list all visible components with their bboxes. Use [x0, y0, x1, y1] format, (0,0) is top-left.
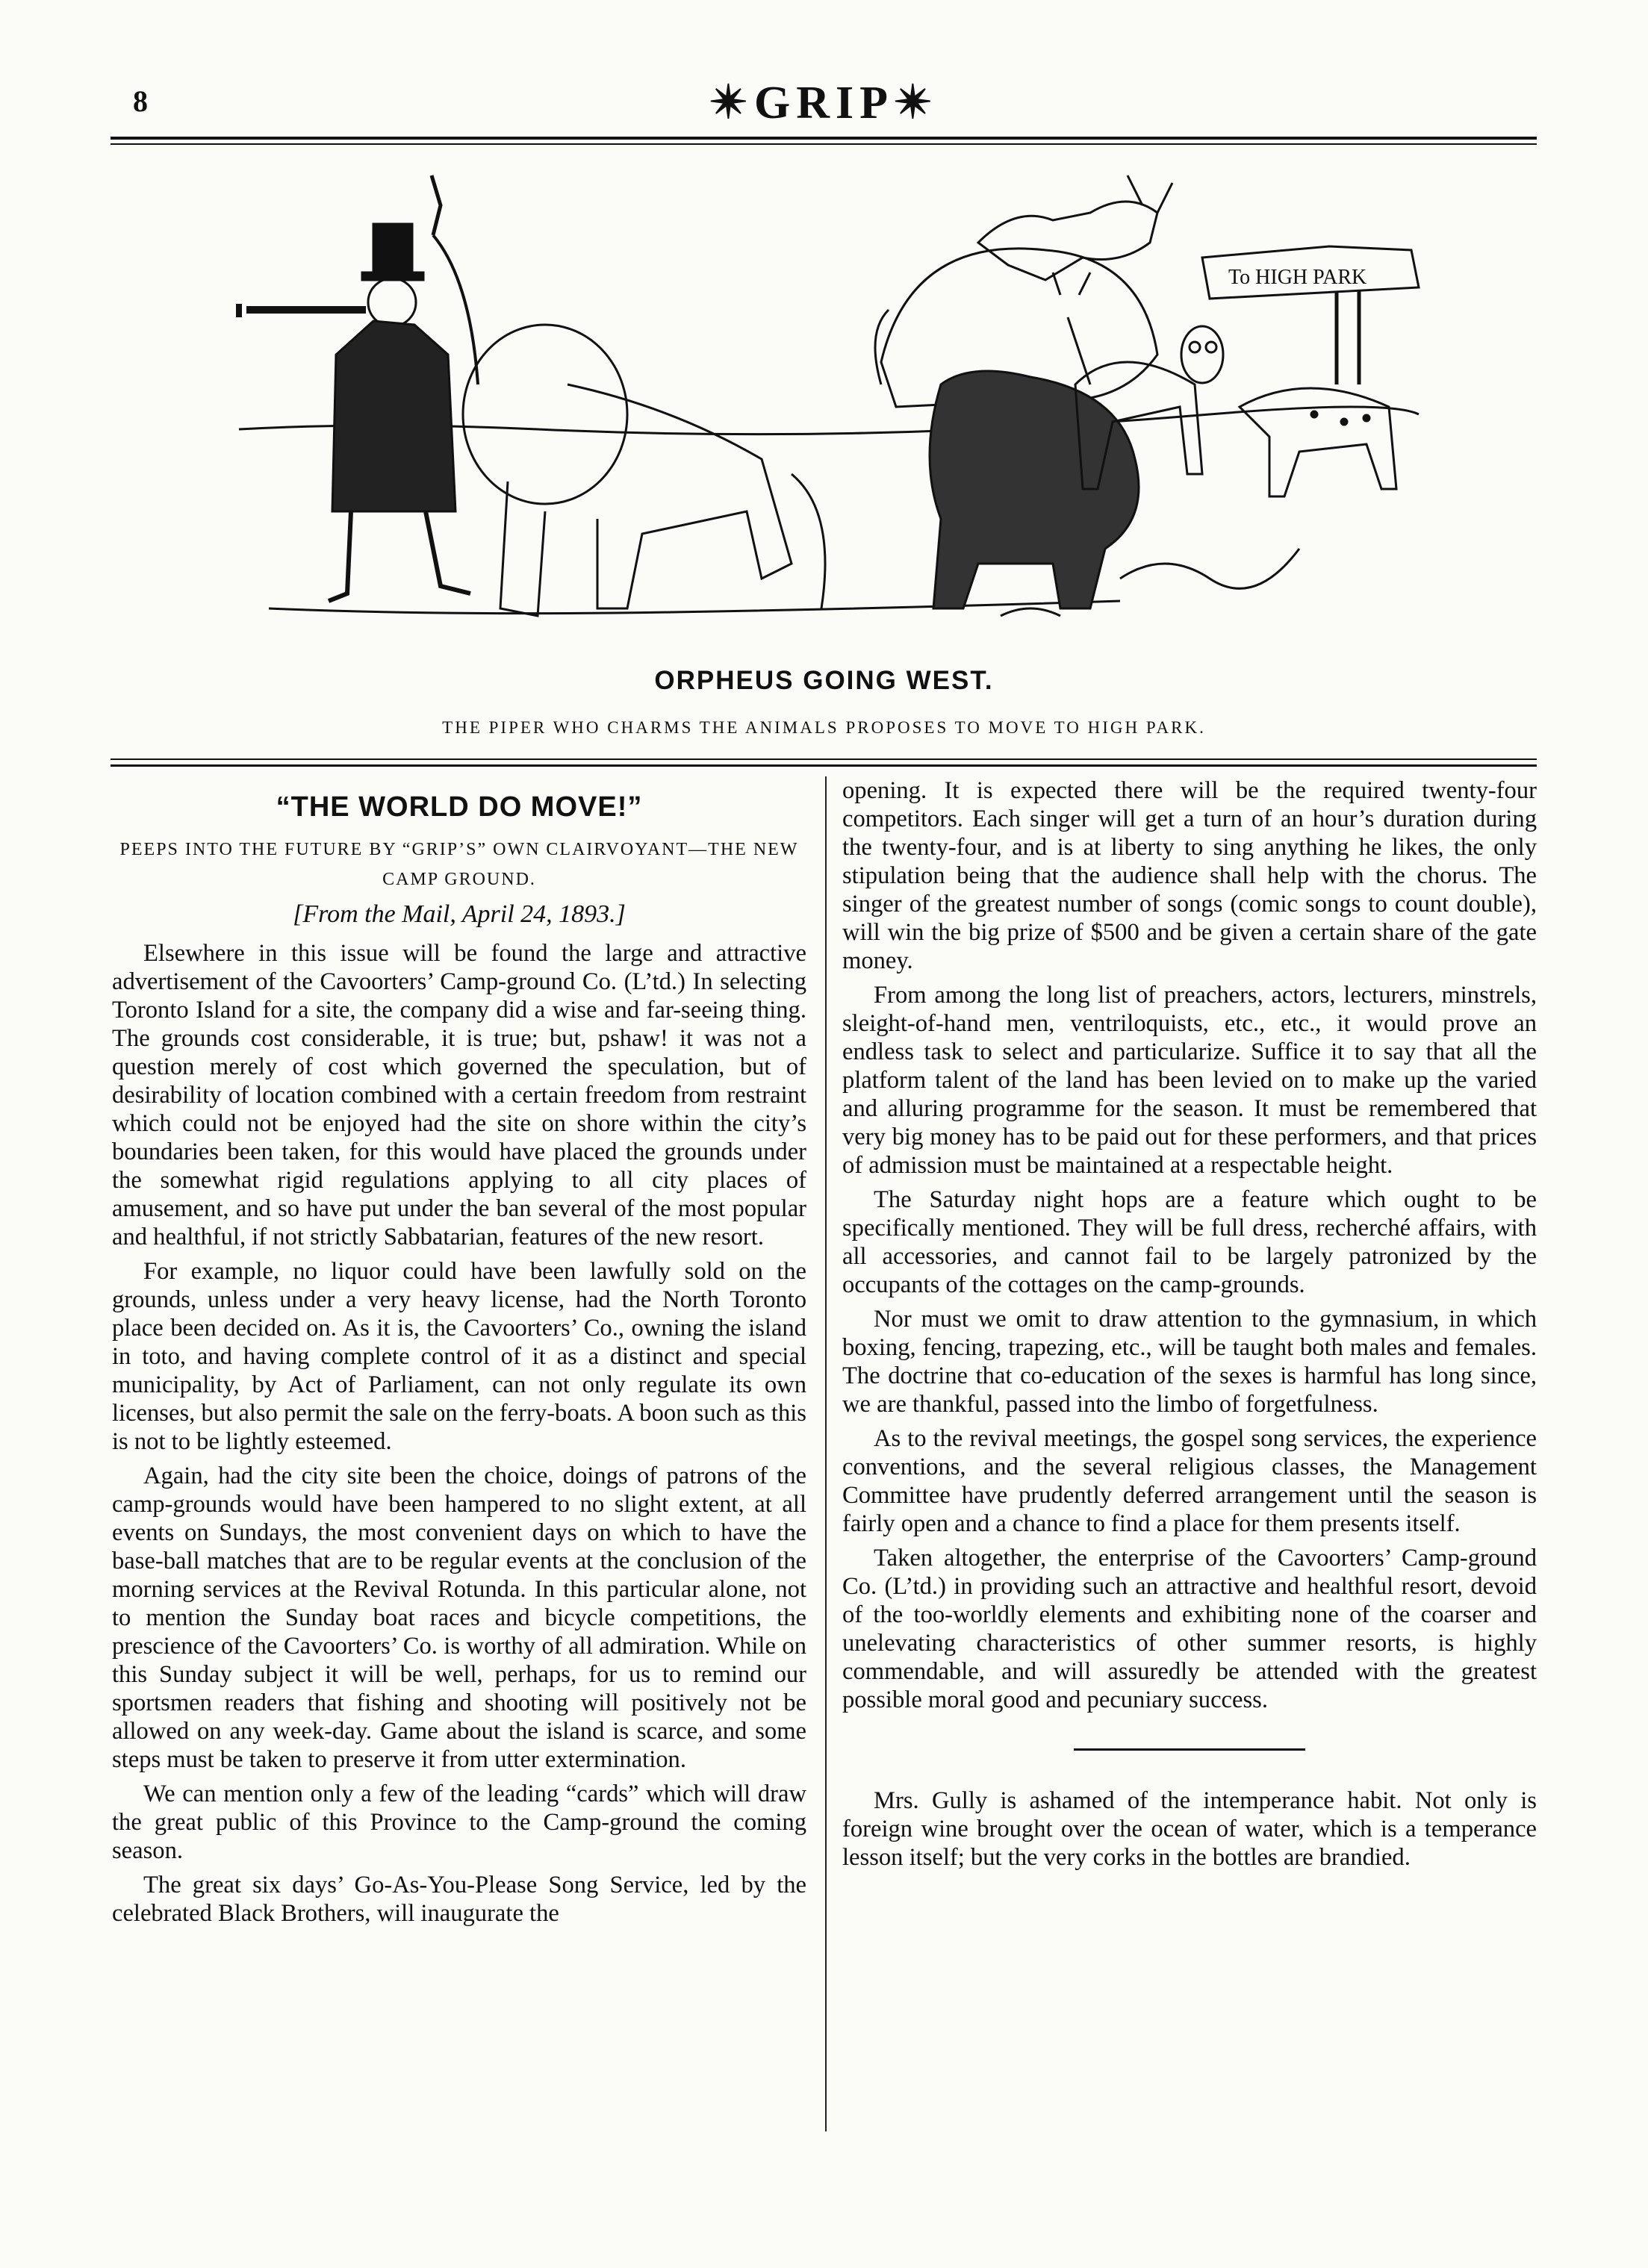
snake: [1120, 549, 1299, 588]
masthead-title: ✴GRIP✴: [709, 78, 939, 128]
squib-paragraph: Mrs. Gully is ashamed of the intemperance habit. Not only is foreign wine brought over the ocean of water, which is a temperance lesson itself; but the very corks in the bottles are brandied.: [842, 1787, 1537, 1871]
article-paragraph: The great six days’ Go-As-You-Please Song Service, led by the celebrated Black Brothers, will inaugurate the: [112, 1872, 806, 1927]
article-source: [From the Mail, April 24, 1893.]: [293, 900, 626, 928]
orpheus-cartoon-illustration: [224, 161, 1434, 653]
piper-head: [368, 278, 416, 326]
piper-top-hat: [373, 224, 412, 276]
article-paragraph: Again, had the city site been the choice, doings of patrons of the camp-grounds would have been hampered to no slight extent, at all events on Sundays, the most convenient days on which to have the base-ball matches that are to be regular events at the conclusion of the morning services at the Revival Rotunda. In this particular alone, not to mention the Sunday boat races and bicycle competitions, the prescience of the Cavoorters’ Co. is worthy of all admiration. While on this Sunday subject it will be well, perhaps, for us to remind our sportsmen readers that fishing and shooting will positively not be allowed on any week-day. Game about the island is scarce, and some steps must be taken to preserve it from utter extermination.: [112, 1462, 806, 1773]
article-paragraph: Elsewhere in this issue will be found the large and attractive advertisement of the Cavoorters’ Camp-ground Co. (L’td.) In selecting Toronto Island for a site, the company did a wise and far-seeing thing. The grounds cost considerable, it is true; but, pshaw! it was not a question merely of cost which governed the speculation, but of desirability of location combined with a certain freedom from restraint which could not be enjoyed had the site on shore within the city’s boundaries been taken, for this would have placed the grounds under the somewhat rigid regulations applying to all city places of amusement, and so have put under the ban several of the most popular and healthful, if not strictly Sabbatarian, features of the new resort.: [112, 940, 806, 1250]
bear-body: [930, 371, 1139, 608]
hyena-body: [1240, 388, 1396, 496]
caption-rule-bottom: [111, 764, 1537, 767]
caption-rule-top: [111, 758, 1537, 760]
article-paragraph: We can mention only a few of the leading “cards” which will draw the great public of this Province to the Camp-ground the coming season.: [112, 1781, 806, 1864]
lion-mane: [463, 325, 627, 504]
section-divider-rule: [1074, 1748, 1305, 1751]
article-headline: “THE WORLD DO MOVE!”: [276, 791, 643, 823]
header-rule-top: [111, 137, 1537, 140]
article-paragraph: The Saturday night hops are a feature which ought to be specifically mentioned. They will be full dress, recherché affairs, with all accessories, and cannot fail to be largely patronized by the occupants of the cottages on the camp-grounds.: [842, 1186, 1537, 1298]
illustration-caption-title: ORPHEUS GOING WEST.: [654, 666, 994, 695]
page-number: 8: [133, 84, 148, 118]
article-paragraph: For example, no liquor could have been lawfully sold on the grounds, unless under a very heavy license, had the North Toronto place been decided on. As it is, the Cavoorters’ Co., owning the island in toto, and having complete control of it as a distinct and special municipality, by Act of Parliament, can not only regulate its own licenses, but also permit the sale on the ferry-boats. A boon such as this is not to be lightly esteemed.: [112, 1258, 806, 1455]
article-paragraph: Nor must we omit to draw attention to the gymnasium, in which boxing, fencing, trapezing, etc., will be taught both males and females. The doctrine that co-education of the sexes is harmful has long since, we are thankful, passed into the limbo of forgetfulness.: [842, 1306, 1537, 1418]
article-paragraph: As to the revival meetings, the gospel song services, the experience conventions, and the several religious classes, the Management Committee have prudently deferred arrangement until the season is fairly open and a chance to find a place for them presents itself.: [842, 1425, 1537, 1537]
article-column-left: [112, 776, 806, 1934]
article-paragraph: Taken altogether, the enterprise of the Cavoorters’ Camp-ground Co. (L’td.) in providing such an attractive and healthful resort, devoid of the too-worldly elements and exhibiting none of the coarser and unelevating characteristics of other summer resorts, is highly commendable, and will assuredly be attended with the greatest possible moral good and pecuniary success.: [842, 1545, 1537, 1713]
illustration-caption-subtitle: THE PIPER WHO CHARMS THE ANIMALS PROPOSES TO MOVE TO HIGH PARK.: [442, 718, 1206, 737]
article-paragraph: opening. It is expected there will be the required twenty-four competitors. Each singer will get a turn of an hour’s duration during the twenty-four, and is at liberty to sing anything he likes, the only stipulation being that the audience shall help with the chorus. The singer of the greatest number of songs (comic songs to count double), will win the big prize of $500 and be given a certain share of the gate money.: [842, 777, 1537, 974]
owl: [1181, 326, 1223, 383]
article-column-right: [842, 776, 1537, 1878]
article-paragraph: From among the long list of preachers, actors, lecturers, minstrels, sleight-of-hand men, ventriloquists, etc., etc., it would prove an endless task to select and particularize. Suffice it to say that all the platform talent of the land has been levied on to make up the varied and alluring programme for the season. It must be remembered that very big money has to be paid out for these performers, and that prices of admission must be maintained at a respectable height.: [842, 982, 1537, 1179]
header-rule-bottom: [111, 143, 1537, 145]
article-subhead: PEEPS INTO THE FUTURE BY “GRIP’S” OWN CLAIRVOYANT—THE NEW CAMP GROUND.: [119, 840, 799, 889]
column-divider: [825, 776, 827, 2131]
sign-text: To HIGH PARK: [1228, 266, 1367, 289]
